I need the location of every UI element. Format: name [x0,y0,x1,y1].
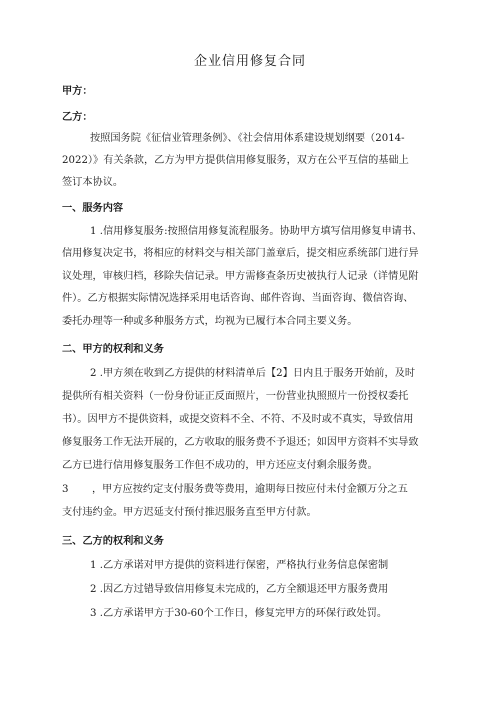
preamble-line: 签订本协议。 [62,177,124,188]
section-heading-service: 一、服务内容 [62,202,124,214]
clause-1-line: 议处理，审核归档，移除失信记录。甲方需修查条历史被执行人记录（详情见附 [62,271,419,282]
clause-2-line: 2 .甲方须在收到乙方提供的材料清单后【2】日内且于服务开始前，及时 [90,368,416,379]
section-heading-party-a: 二、甲方的权利和义务 [62,343,164,355]
preamble-line: 2022）》有关条款，乙方为甲方提供信用修复服务，双方在公平互信的基础上 [62,155,409,166]
party-b-item: 3 .乙方承诺甲方于30-60个工作日，修复完甲方的环保行政处罚。 [90,608,388,619]
clause-2-line: 提供所有相关资料（一份身份证正反面照片，一份营业执照照片一份授权委托 [62,391,409,402]
preamble-line: 按照国务院《征信业管理条例》、《社会信用体系建设规划纲要（2014- [90,133,405,144]
clause-1-line: 委托办理等一种或多种服务方式，均视为已履行本合同主要义务。 [62,316,358,327]
clause-1-line: 件）。乙方根据实际情况选择采用电话咨询、邮件咨询、当面咨询、微信咨询、 [62,293,414,304]
party-a-label: 甲方： [62,85,93,97]
party-b-item: 2 .因乙方过错导致信用修复未完成的，乙方全额退还甲方服务费用 [90,584,389,595]
document-title: 企业信用修复合同 [193,54,306,69]
party-b-item: 1 .乙方承诺对甲方提供的资料进行保密，严格执行业务信息保密制 [90,560,389,571]
clause-2-line: 书）。因甲方不提供资料，或提交资料不全、不符、不及时或不真实，导致信用 [62,414,414,425]
party-b-label: 乙方： [62,111,93,123]
clause-2-line: 修复服务工作无法开展的，乙方收取的服务费不予退还；如因甲方资料不实导致 [62,437,419,448]
clause-3-line: 支付违约金。甲方迟延支付预付推迟服务直至甲方付款。 [62,507,317,518]
section-heading-party-b: 三、乙方的权利和义务 [62,535,164,547]
clause-1-line: 信用修复决定书，将相应的材料交与相关部门盖章后，提交相应系统部门进行异 [62,248,419,259]
clause-2-line: 乙方已进行信用修复服务工作但不成功的，甲方还应支付剩余服务费。 [62,460,378,471]
clause-1-line: 1 .信用修复服务:按照信用修复流程服务。协助甲方填写信用修复申请书、 [90,226,423,237]
clause-3-line: ，甲方应按约定支付服务费等费用，逾期每日按应付未付金额万分之五 [92,484,408,495]
clause-3-number: 3 [62,484,69,495]
